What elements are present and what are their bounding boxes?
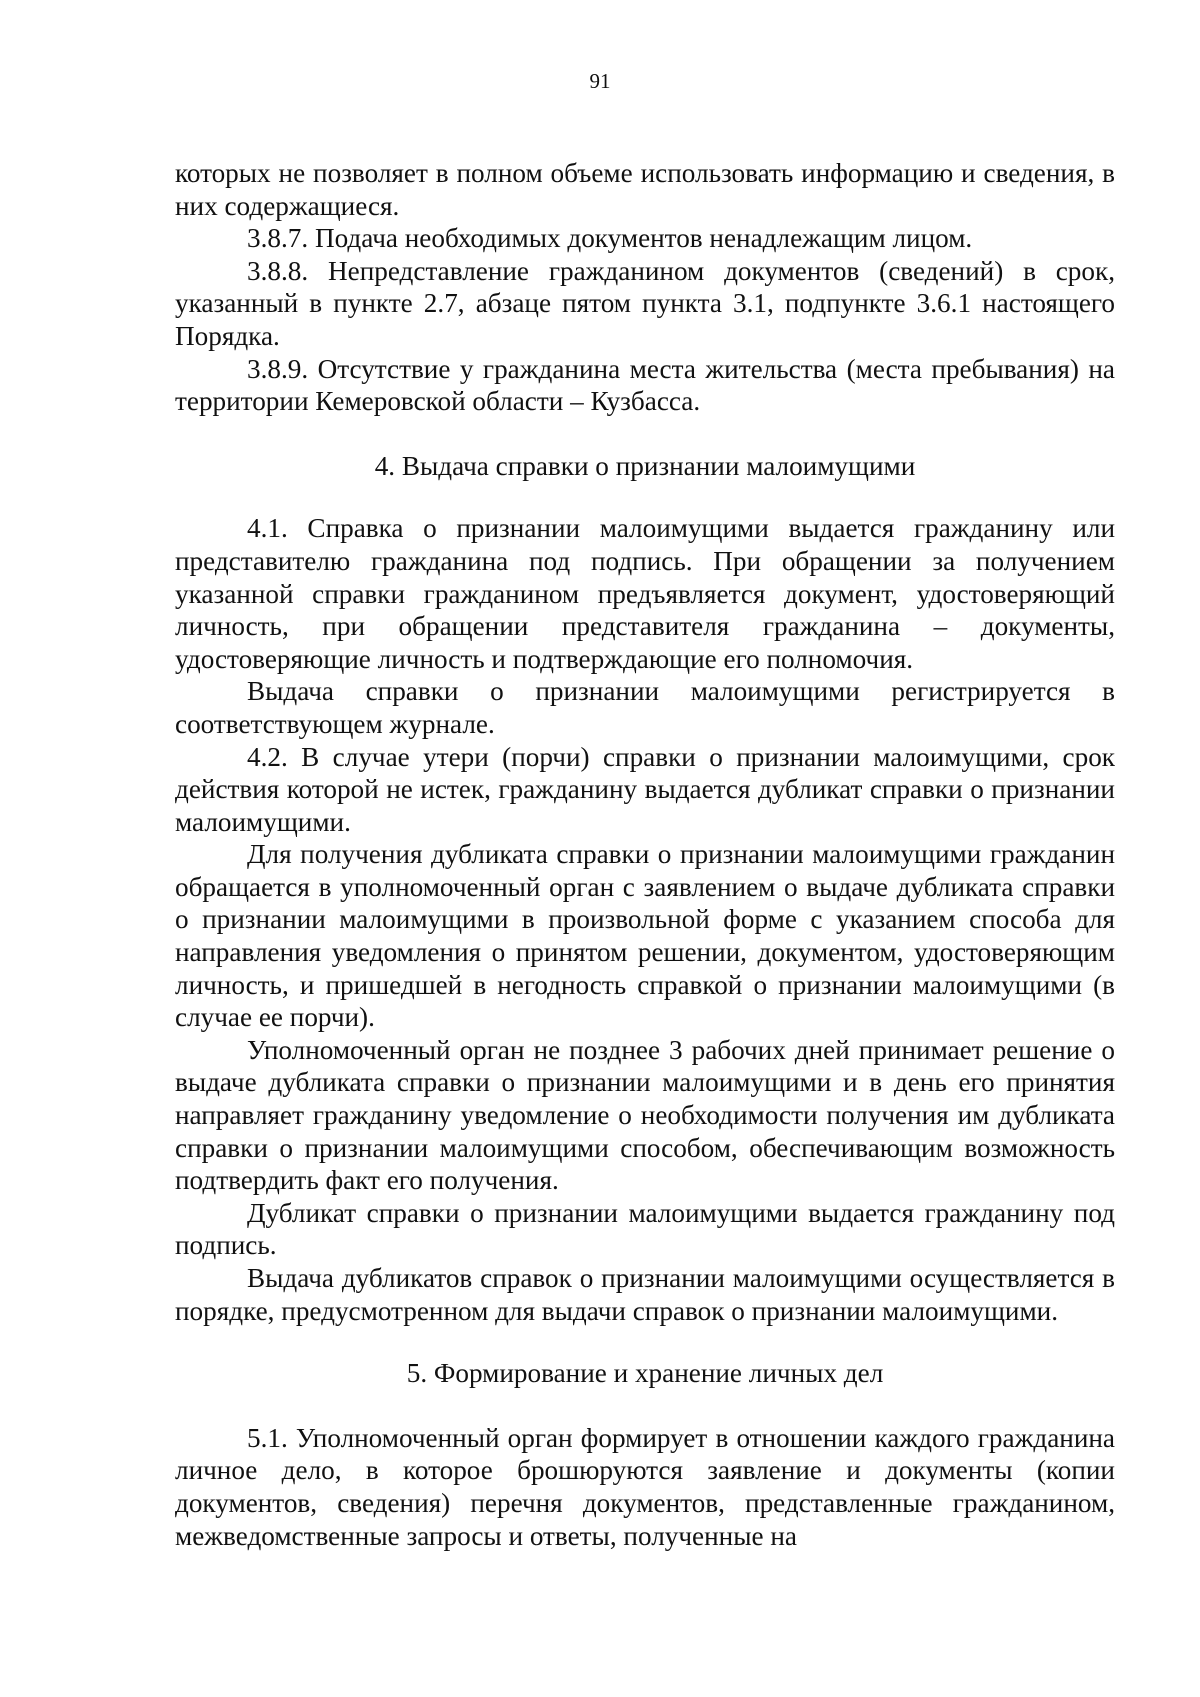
section-5-heading: 5. Формирование и хранение личных дел	[406, 1358, 884, 1389]
item-5-1: 5.1. Уполномоченный орган формирует в отношении каждого гражданина личное дело, в которое брошюруются заявление и документы (копии документов, сведения) перечня документов, представленные гражданином, межведомственные запросы и ответы, полученные на	[175, 1422, 1115, 1551]
section-4-paragraph-4: Для получения дубликата справки о признании малоимущими гражданин обращается в уполномоченный орган с заявлением о выдаче дубликата справки о признании малоимущими в произвольной форме с указанием способа для направления уведомления о принятом решении, документом, удостоверяющим личность, и пришедшей в негодность справкой о признании малоимущими (в случае ее порчи).	[175, 839, 1115, 1033]
document-body	[175, 157, 1115, 1552]
intro-paragraph-1: которых не позволяет в полном объеме использовать информацию и сведения, в них содержащиеся.	[175, 158, 1115, 221]
section-4-heading: 4. Выдача справки о признании малоимущими	[374, 450, 916, 481]
item-3-8-8: 3.8.8. Непредставление гражданином документов (сведений) в срок, указанный в пункте 2.7, абзаце пятом пункта 3.1, подпункте 3.6.1 настоящего Порядка.	[175, 255, 1115, 351]
page-number: 91	[589, 69, 611, 93]
section-4-paragraph-2: Выдача справки о признании малоимущими регистрируется в соответствующем журнале.	[175, 676, 1115, 739]
section-4-paragraph-7: Выдача дубликатов справок о признании малоимущими осуществляется в порядке, предусмотренном для выдачи справок о признании малоимущими.	[175, 1263, 1115, 1326]
item-3-8-7: 3.8.7. Подача необходимых документов ненадлежащим лицом.	[247, 223, 973, 254]
section-4-paragraph-6: Дубликат справки о признании малоимущими выдается гражданину под подпись.	[175, 1197, 1115, 1261]
item-4-2: 4.2. В случае утери (порчи) справки о признании малоимущими, срок действия которой не истек, гражданину выдается дубликат справки о признании малоимущими.	[175, 741, 1115, 837]
item-4-1: 4.1. Справка о признании малоимущими выдается гражданину или представителю гражданина под подпись. При обращении за получением указанной справки гражданином предъявляется документ, удостоверяющий личность, при обращении представителя гражданина – документы, удостоверяющие личность и подтверждающие его полномочия.	[175, 513, 1115, 674]
item-3-8-9: 3.8.9. Отсутствие у гражданина места жительства (места пребывания) на территории Кемеровской области – Кузбасса.	[175, 353, 1115, 417]
section-4-paragraph-5: Уполномоченный орган не позднее 3 рабочих дней принимает решение о выдаче дубликата справки о признании малоимущими и в день его принятия направляет гражданину уведомление о необходимости получения им дубликата справки о признании малоимущими способом, обеспечивающим возможность подтвердить факт его получения.	[175, 1034, 1115, 1196]
